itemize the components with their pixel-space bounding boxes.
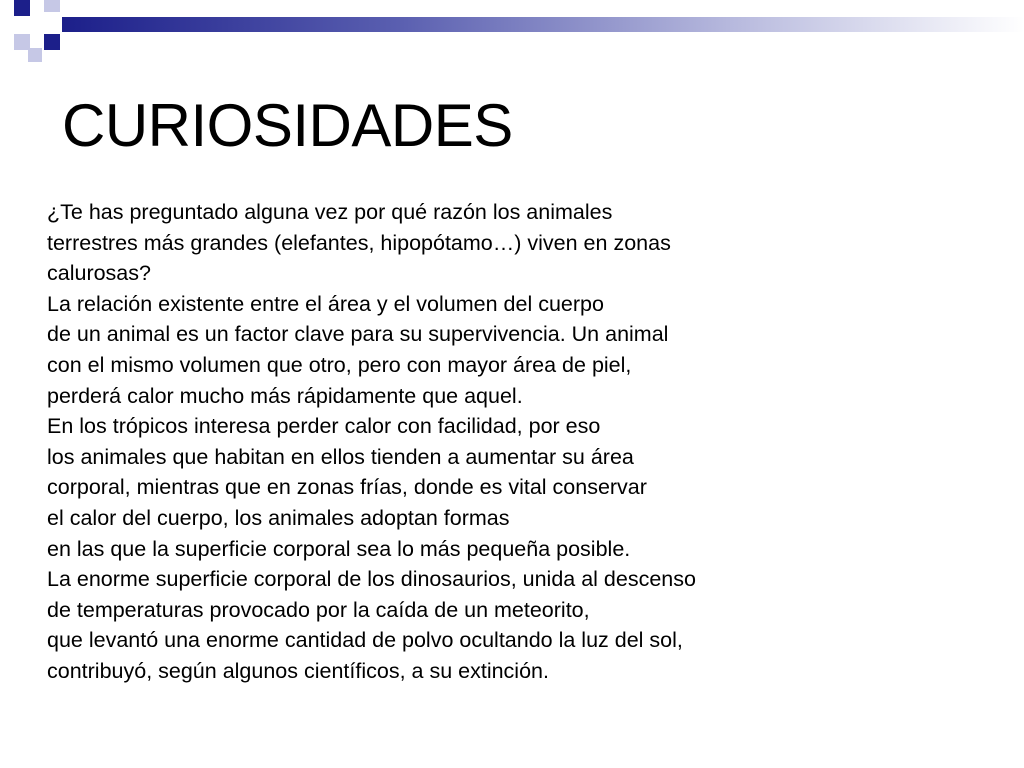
slide-title: CURIOSIDADES [62,92,513,159]
body-line: corporal, mientras que en zonas frías, donde es vital conservar [47,475,647,500]
decorative-square [14,0,30,16]
body-line: calurosas? [47,261,151,286]
body-line: de temperaturas provocado por la caída de un meteorito, [47,597,590,622]
body-line: los animales que habitan en ellos tienden a aumentar su área [47,444,634,469]
slide-body [47,197,1007,687]
body-line: ¿Te has preguntado alguna vez por qué razón los animales [47,200,613,224]
body-line: En los trópicos interesa perder calor con facilidad, por eso [47,414,601,439]
decorative-square [44,0,60,12]
body-line: La enorme superficie corporal de los dinosaurios, unida al descenso [47,567,696,592]
header-gradient-bar [62,17,1024,32]
decorative-square [44,34,60,50]
body-line: de un animal es un factor clave para su supervivencia. Un animal [47,322,669,347]
body-line: terrestres más grandes (elefantes, hipopótamo…) viven en zonas [47,230,671,255]
body-line: La relación existente entre el área y el volumen del cuerpo [47,291,604,316]
decorative-square [28,48,42,62]
body-line: el calor del cuerpo, los animales adoptan formas [47,505,510,530]
body-line: perderá calor mucho más rápidamente que aquel. [47,383,523,408]
body-line: que levantó una enorme cantidad de polvo ocultando la luz del sol, [47,628,683,653]
body-line: con el mismo volumen que otro, pero con mayor área de piel, [47,352,632,377]
body-line: contribuyó, según algunos científicos, a su extinción. [47,658,549,683]
body-line: en las que la superficie corporal sea lo más pequeña posible. [47,536,631,561]
